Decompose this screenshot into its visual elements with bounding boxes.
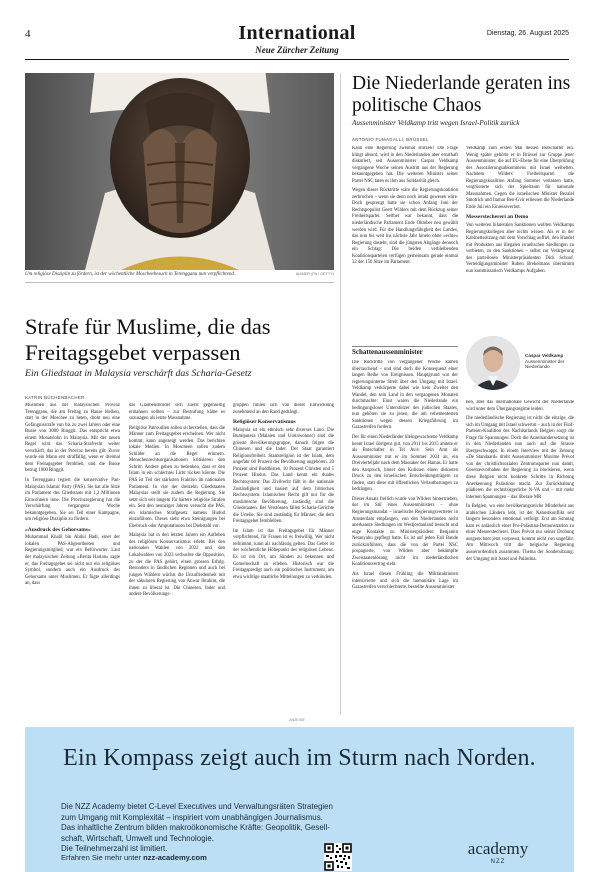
photo-caption [25, 272, 334, 277]
ad-line: schaft, Wirtschaft, Umwelt und Technologie. [61, 833, 214, 843]
divider [25, 282, 334, 283]
paragraph: Als Israel diesen Frühling die Militäraktionen intensivierte und sich die humanitäre Lage im Gazastreifen verschlechterte, bestellte Aussenminister [352, 571, 458, 591]
article-subheadline: Ein Gliedstaat in Malaysia verschärft das Scharia-Gesetz [25, 368, 252, 379]
portrait-role: Aussenminister der Niederlande [525, 358, 565, 370]
issue-date: Dienstag, 26. August 2025 [486, 30, 569, 37]
article-photo [25, 73, 334, 270]
caption-text: Um religiöse Disziplin zu fördern, ist der wöchentliche Moscheebesuch in Terengganu nun verpflichtend. [25, 272, 236, 277]
article-author: ANTONIO FUMAGALLI, BRÜSSEL [352, 137, 429, 142]
paragraph: das Glaubensbrüder sich zuerst gegenseitig ermahnen sollten – zur Bestrafung käme es sozusagen als letzte Massnahme. [129, 403, 225, 422]
paragraph: Wegen dieser Rücktritte wäre die Regierungskoalition zerbrochen – wenn sie denn noch intakt gewesen wäre. Doch gesprengt hatte sie schon Anfang Juni der Rechtspopulist Geert Wilders mit dem Rückzug seiner Freiheitspartei. Seither war bekannt, dass die niederländische Parlament Ende Oktober neu gewählt werden wird. Für die Handlungsfähigkeit des Landes, das nun bis weit ins nächste Jahr hinein ohne «echte» Regierung dasteht, sind die jüngsten Abgänge dennoch ein Schlag: Die beiden verbleibenden Koalitionsparteien verfügen gemeinsam gerade einmal 32 der 150 Sitze im Parlament. [352, 188, 458, 266]
divider [352, 346, 458, 347]
paragraph: In Terengganu regiert die konservative Pan-Malaysian Islamic Party (PAS). Sie hat alle Sitze im Parlament des Gliedstaats mit 1,2 Millionen Einwohnern inne. Die Provinzregierung hat die Verschärfung vergangene Woche bekanntgegeben. Sie sei Teil einer Kampagne, um religiöse Disziplin zu fördern. [25, 478, 120, 523]
paragraph: Kann eine Regierung zweimal stürzen? Die Frage klingt absurd, wird in den Niederlanden aber ernsthaft diskutiert, seit Aussenminister Caspar Veldkamp vergangene Woche seinen Austritt aus der Regierung bekanntgegeben hat. Die weiteren Minister seiner Partei NSC taten es ihm aus Solidarität gleich. [352, 146, 458, 184]
subheading: Religiöser Konservatismus [233, 419, 296, 426]
subheading: Schattenaussenminister [352, 348, 423, 356]
article-headline: Strafe für Muslime, die das Freitagsgebet verpassen [25, 314, 271, 365]
qr-code-icon[interactable] [324, 843, 352, 871]
article-headline: Die Niederlande geraten ins politische Chaos [352, 73, 571, 116]
ad-link-url[interactable]: nzz-academy.com [143, 853, 207, 862]
masthead [25, 22, 569, 60]
article-column-1 [352, 146, 458, 353]
paragraph: Muslimen aus der malaysischen Provinz Terengganu, die am Freitag zu Hause bleiben, statt in der Moschee zu beten, droht neu eine Gefängnisstrafe von bis zu zwei Jahren oder eine Busse von 3000 Ringgit. Das entspricht etwa einem Monatslohn in Malaysia. Mit der neuen Regel wird das Scharia-Strafrecht weiter verschärft, das in der Provinz bereits gilt. Zuvor wurde ein Mann erst straffällig, wenn er dreimal dem Freitagsgebet fernblieb, und die Busse betrug 1000 Ringgit. [25, 403, 120, 474]
paragraph: Muhammad Khalil bin Abdul Hadi, einer der lokalen PAS-Abgeordneten und Regierungsmitglied, war ein Befürworter. Laut der malaysischen Zeitung «Berita Harian» sagte er, das Freitagsgebet sei nicht nur ein religiöses Symbol, sondern auch ein Ausdruck des Gehorsams unter Muslimen. Er fügte allerdings an, dass [25, 535, 120, 587]
article-column-2 [129, 403, 225, 713]
portrait-photo [466, 336, 520, 390]
paragraph: Malaysia ist ein ethnisch sehr diverses Land. Die Bumiputera (Malaien und Ureinwohner) sind die grösste Bevölkerungsgruppe, danach folgen die Chinesen und die Inder. Der Staat garantiert Religionsfreiheit. Staatsreligion ist der Islam, dem ungefähr 60 Prozent der Bevölkerung angehören. 20 Prozent sind Buddhisten, 10 Prozent Christen und 5 Prozent Hindus. Das Land kennt ein duales Rechtssystem: Das Zivilrecht fällt in die nationale Zuständigkeit und basiert auf dem britischen Rechtssystem. Islamisches Recht gilt nur für die muslimische Bevölkerung, zuständig sind die Gliedstaaten. Bei Verstössen fällen Scharia-Gerichte die Urteile. Sie sind zuständig für Männer, die dem Freitagsgebet fernbleiben. [233, 427, 334, 525]
ad-headline: Ein Kompass zeigt auch im Sturm nach Norden. [63, 745, 536, 771]
article-column-1-cont [352, 360, 458, 714]
article-column-2-cont [466, 400, 574, 714]
section-title: International [238, 22, 356, 44]
photo-credit: AMMER (PA / GETTY) [295, 272, 334, 276]
ad-line: zum Umgang mit Komplexität – inspiriert vom unabhängigen Journalismus. [61, 812, 323, 822]
article-column-2 [466, 146, 574, 334]
paragraph: Von weiteren bilateralen Sanktionen wollten Veldkamps Regierungskollegen aber nichts wissen. Als er in der Kabinettssitzung mit dem Vorschlag auffiel, den Handel mit Produkten aus illegalen israelischen Siedlungen zu verbieten, zu den Sanktionen – selbst zur Verärgerung des parteilosen Ministerpräsidenten Dick Schoof. Verteidigungsminister Ruben Brekelmans übernimmt nun kommissarisch Veldkamps Aufgaben. [466, 223, 574, 274]
paragraph: Malaysia hat in den letzten Jahren ein Aufleben des religiösen Konservatismus erlebt. Bei den nationalen Wahlen von 2022 und den Lokalwahlen von 2023 verbuchte die Opposition, zu der die PAS gehört, einen grossen Erfolg. Besonders in ländlichen Regionen und auch bei jungen Wählern wächst die Unzufriedenheit mit der säkularen Regierung von Anwar Ibrahim, die ihnen zu liberal ist. Die Chinesen, Inder und andere Bevölkerungs- [129, 533, 225, 598]
ad-label: ANZEIGE [289, 718, 305, 722]
column-divider [340, 73, 341, 715]
paragraph: Dieser Ansatz freilich wurde von Wilders hintertrieben, der im Stil eines Aussenministers – ohne Regierungsmandat – israelische Regierungsvertreter in Amsterdam empfangen, von den Niederlanden nicht anerkannte Siedlungen im Westjordanland besucht und enge Kontakte zu Ministerpräsident Benjamin Netanyahu gepflegt hatte. Es ist auf jeden Fall Bande zurückzuführen, dass die von der Partei NSC propagierte, von Wilders aber bekämpfte Zweistaatenlösung nicht im niederländischen Koalitionsvertrag steht. [352, 496, 458, 568]
ad-line: Das inhaltliche Zentrum bilden makroökonomische Kräfte: Geopolitik, Gesell- [61, 823, 330, 833]
paragraph: gruppen fühlen sich von dieser Entwicklung zunehmend an den Rand gedrängt. [233, 403, 334, 415]
paragraph: Religiöse Patrouillen sollen sicherstellen, dass die Männer zum Freitagsgebet erscheinen. Wer nicht kommt, kann angezeigt werden. Das berichten lokale Medien. In Moscheen sollen zudem Schilder an die Regel erinnern. Menschenrechtsorganisationen kritisieren den Schritt. Andere gehen zu bedenken, dass er den Islam in ein schlechtes Licht rücken könnte. Die PAS ist Teil der stärksten Fraktion im nationalen Parlament. In vier der dreizehn Gliedstaaten Malaysias stellt sie zudem die Regierung. Sie setzt sich seit langem für härtere religiöse Strafen ein. Seit den neunziger Jahren versucht die PAS, ein islamisches Strafgesetz namens Hudud einzuführen. Dieses sieht etwa Steinigungen bei Ehebruch oder Amputationen bei Diebstahl vor. [129, 425, 225, 529]
advertisement[interactable] [25, 727, 574, 872]
portrait-name: Caspar Veldkamp [525, 353, 564, 358]
article-column-3 [233, 403, 334, 713]
article-subheadline: Aussenminister Veldkamp tritt wegen Israel-Politik zurück [352, 119, 520, 127]
paragraph: Die Rücktritte von vergangener Woche kamen überraschend – und sind doch die Konsequenz einer langen Reihe von Ereignissen. Hauptgrund war der regierungsinterne Streit über den Umgang mit Israel. Veldkamp verkörperte dabei wie kein Zweiter den Wandel, den sein Land in den vergangenen Monaten durchmachte: Einst waren die Niederlande ein bedingungsloser Unterstützer des jüdischen Staates, nun gehören sie zu jenen, die am vehementesten Sanktionen wegen dessen Kriegsführung im Gazastreifen fordern. [352, 360, 458, 431]
subheading: «Ausdruck des Gehorsams» [25, 526, 91, 533]
ad-line: Die NZZ Academy bietet C-Level Executives und Verwaltungsräten Strategien [61, 802, 333, 811]
paragraph: Der für einen Niederländer kleingewachsene Veldkamp kennt Israel übrigens gut, von 2011 bis 2015 amtete er als Botschafter in Tel Aviv. Sein Amt als Aussenminister trat er im Sommer 2024 an, ein Dreivierteljahr nach dem Massaker der Hamas. Er hatte den Anspruch, hinter den Kulissen einen diskreten Druck zu den israelischen Entscheidungsträgern zu finden, statt diese mit öffentlichen Verlautbarungen zu bedrängen. [352, 435, 458, 493]
ad-line: Die Teilnehmerzahl ist limitiert. [61, 844, 168, 854]
portrait-caption [525, 353, 577, 370]
paragraph: Im Islam ist das Freitagsgebet für Männer verpflichtend, für Frauen ist es freiwillig. Wer nicht teilnimmt, kann als nachlässig gelten. Das Gebet ist der wöchentliche Höhepunkt des religiösen Lebens. Es ist ein Ort, um Sünden zu bekennen und Gemeinschaft zu erleben. Historisch war die Freitagspredigt auch ein politisches Instrument, um etwa wichtige staatliche Mitteilungen zu verkünden. [233, 528, 334, 580]
paragraph: Die niederländische Regierung ist nicht die einzige, die sich im Umgang mit Israel schwertut – auch in der Fünf-Parteien-Koalition des Nachbarlands Belgien sorgt die Frage für Spannungen. Doch die Auseinandersetzung ist in den Niederlanden nun auch auf die Strasse übergeschwappt. In einem Interview mit der Zeitung «De Standaard» droht Aussenminister Maxime Prévot von der christlichsozialen Zentrumspartei nun damit, Gesetzesvorhaben der Regierung zu blockieren, wenn diese Belgien nicht konkrete Schritte in Richtung Anerkennung Palästinas macht. Zur Zurückhaltung plädieren die rechtsbürgerliche N-VA und – mit mehr internen Spannungen – das liberale MR. [466, 416, 574, 500]
newspaper-name: Neue Zürcher Zeitung [255, 45, 339, 55]
academy-logo: academy [467, 839, 529, 858]
page-number: 4 [25, 28, 31, 40]
paragraph: Veldkamp zum ersten Mal dessen Botschafter ein. Wenig später gehörte er in Brüssel zur Gruppe jener Aussenminister, die auf EU-Ebene für eine Überprüfung des Assoziierungsabkommens mit Israel weibelten. Nachdem Wilders' Freiheitspartei die Regierungskoalition Anfang Sommer verlassen hatte, vergrösserte sich der Spielraum für nationale Massnahmen. Gegen die israelischen Minister Bezalel Smotrich und Itamar Ben-Gvir erliessen die Niederlande Ende Juli ein Einreiseverbot. [466, 146, 574, 210]
subheading: Messerstechereri an Demo [466, 214, 529, 221]
article-column-1 [25, 403, 120, 713]
nzz-logo: NZZ [490, 859, 506, 865]
paragraph: In Belgien, wo eine bevölkerungsreiche Minderheit aus arabischen Ländern lebt, ist der Nahostkonflikt seit langem besonders emotional verfolgt. Erst am Sonntag kam es anlässlich einer Pro-Palästina-Demonstration zu einer Messerstecherei. Dass Prévot nur seiner Drohung ausgerechnet jetzt vorpresst, kommt nicht von ungefähr. Am Mittwoch tritt die belgische Regierung ausserordentlich zusammen. Thema der Sondersitzung: der Umgang mit Israel und Palästina. [466, 504, 574, 562]
ad-link[interactable] [61, 853, 207, 862]
ad-link-prefix: Erfahren Sie mehr unter [61, 853, 144, 862]
paragraph: ben, aber das internationale Gewicht der Niederlande wird unter dem Übergangsregime leiden. [466, 400, 574, 412]
article-author: KATRIN BÜCHENBACHER [25, 395, 85, 400]
